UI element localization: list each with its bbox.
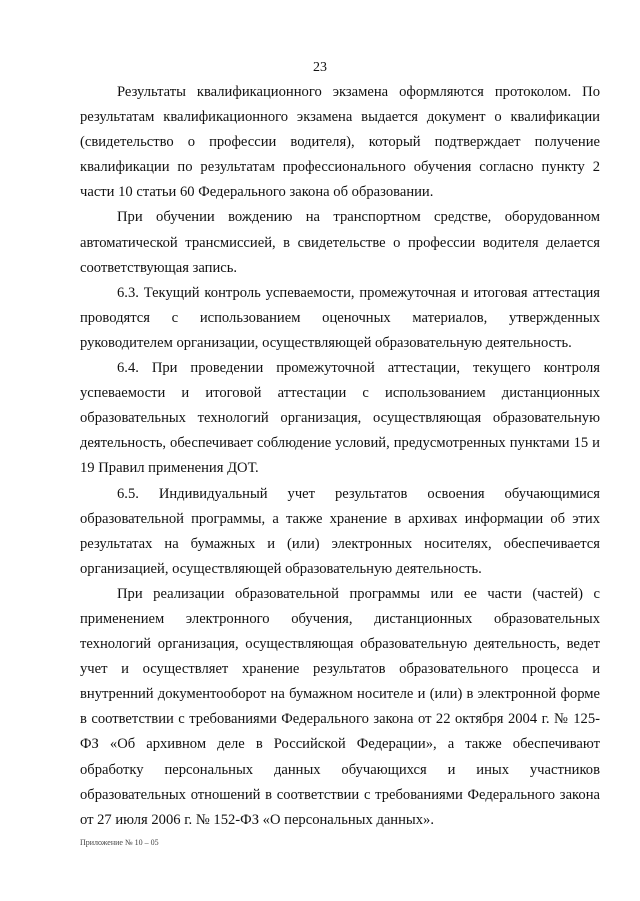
paragraph-6-3: 6.3. Текущий контроль успеваемости, промежуточная и итоговая аттестация проводятся с использованием оценочных материалов, утвержденных руководителем организации, осуществляющей образовательную деятельность.	[80, 284, 600, 351]
paragraph-6-4: 6.4. При проведении промежуточной аттестации, текущего контроля успеваемости и итоговой аттестации с использованием дистанционных образовательных технологий организация, осуществляющая образовательную деятельность, обеспечивает соблюдение условий, предусмотренных пунктами 15 и 19 Правил применения ДОТ.	[80, 360, 600, 477]
paragraph-6-5: 6.5. Индивидуальный учет результатов освоения обучающимися образовательной программы, а также хранение в архивах информации об этих результатах на бумажных и (или) электронных носителях, обеспечивается организацией, осуществляющей образовательную деятельность.	[80, 485, 600, 577]
document-body	[80, 80, 600, 833]
paragraph-e-learning-records: При реализации образовательной программы или ее части (частей) с применением электронного обучения, дистанционных образовательных технологий организация, осуществляющая образовательную деятельность, ведет учет и осуществляет хранение результатов образовательного процесса и внутренний документооборот на бумажном носителе и (или) в электронной форме в соответствии с требованиями Федерального закона от 22 октября 2004 г. № 125-ФЗ «Об архивном деле в Российской Федерации», а также обеспечивают обработку персональных данных обучающихся и иных участников образовательных отношений в соответствии с требованиями Федерального закона от 27 июля 2006 г. № 152-ФЗ «О персональных данных».	[80, 585, 600, 828]
footer-appendix-label: Приложение № 10 – 05	[80, 838, 159, 847]
page-number: 23	[313, 60, 327, 75]
paragraph-exam-results: Результаты квалификационного экзамена оформляются протоколом. По результатам квалификационного экзамена выдается документ о квалификации (свидетельство о профессии водителя), который подтверждает получение квалификации по результатам профессионального обучения согласно пункту 2 части 10 статьи 60 Федерального закона об образовании.	[80, 84, 600, 201]
paragraph-automatic-transmission: При обучении вождению на транспортном средстве, оборудованном автоматической трансмиссией, в свидетельстве о профессии водителя делается соответствующая запись.	[80, 209, 600, 276]
